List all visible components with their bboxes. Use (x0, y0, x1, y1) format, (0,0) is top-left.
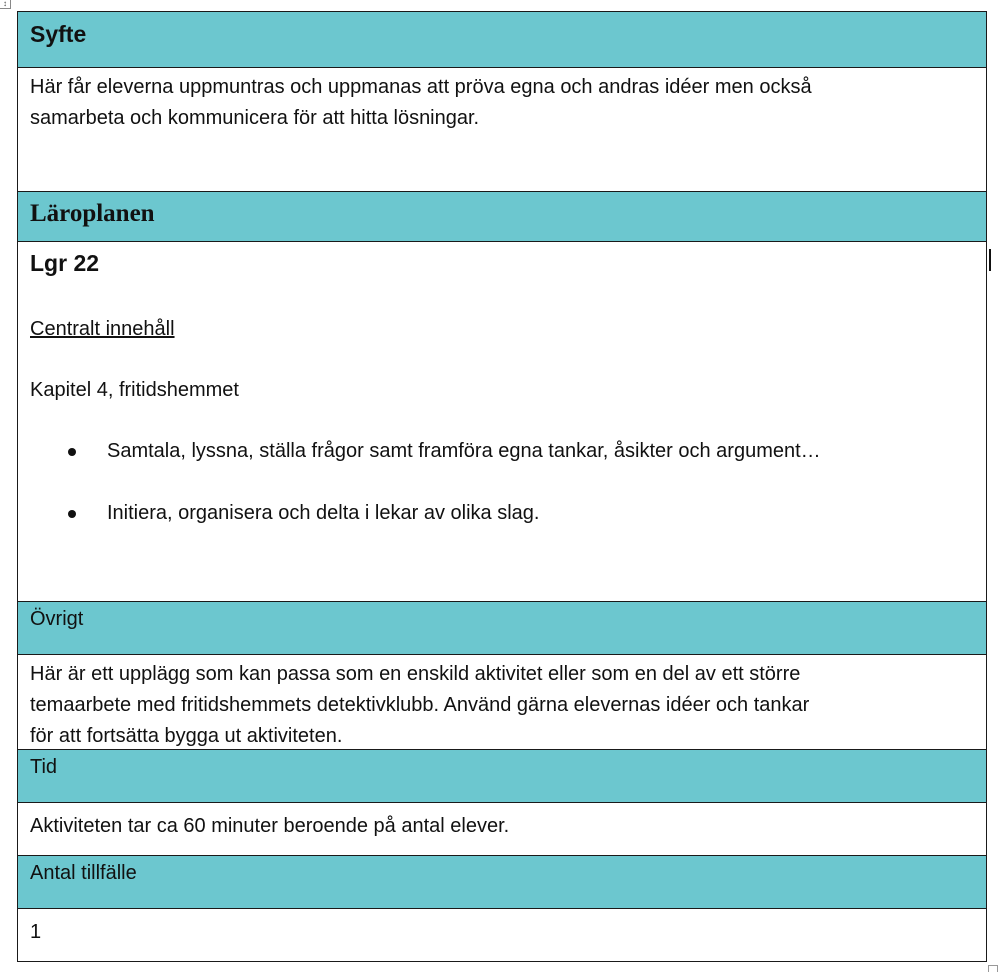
tid-text: Aktiviteten tar ca 60 minuter beroende på antal elever. (30, 815, 510, 837)
text-line: Här är ett upplägg som kan passa som en enskild aktivitet eller som en del av ett större (30, 663, 801, 685)
syfte-heading: Syfte (30, 21, 87, 47)
antal-body-row[interactable] (18, 909, 986, 961)
laroplanen-body-row[interactable] (18, 242, 986, 602)
antal-text: 1 (30, 921, 42, 943)
table-resize-handle-icon[interactable] (988, 965, 998, 972)
content-bullet-list (30, 439, 974, 525)
text-line: Här får eleverna uppmuntras och uppmanas att pröva egna och andras idéer men också (30, 76, 812, 98)
ovrigt-heading-row (18, 602, 986, 655)
laroplanen-heading-row (18, 192, 986, 242)
central-content-heading: Centralt innehåll (30, 318, 175, 340)
table-move-handle-icon[interactable]: ↕ (0, 0, 11, 9)
text-line: för att fortsätta bygga ut aktiviteten. (30, 725, 343, 747)
text-line: temaarbete med fritidshemmets detektivklubb. Använd gärna elevernas idéer och tankar (30, 694, 810, 716)
tid-heading-row (18, 750, 986, 803)
tid-body-row[interactable] (18, 803, 986, 856)
tid-heading: Tid (30, 756, 58, 778)
bullet-icon (68, 510, 76, 518)
ovrigt-text (30, 655, 974, 750)
list-item (107, 501, 974, 525)
syfte-heading-row (18, 12, 986, 68)
list-item-text: Samtala, lyssna, ställa frågor samt framföra egna tankar, åsikter och argument… (107, 440, 821, 462)
text-cursor (989, 249, 991, 271)
bullet-icon (68, 448, 76, 456)
syfte-body-row[interactable] (18, 68, 986, 192)
antal-heading-row (18, 856, 986, 909)
ovrigt-body-row[interactable] (18, 655, 986, 750)
syfte-text (30, 68, 974, 134)
list-item (107, 439, 974, 463)
curriculum-title: Lgr 22 (30, 250, 100, 276)
ovrigt-heading: Övrigt (30, 608, 84, 630)
lesson-plan-table (17, 11, 987, 962)
laroplanen-heading: Läroplanen (30, 200, 155, 227)
antal-heading: Antal tillfälle (30, 862, 137, 884)
text-line: samarbeta och kommunicera för att hitta lösningar. (30, 107, 480, 129)
list-item-text: Initiera, organisera och delta i lekar av olika slag. (107, 502, 540, 524)
chapter-label: Kapitel 4, fritidshemmet (30, 379, 239, 401)
